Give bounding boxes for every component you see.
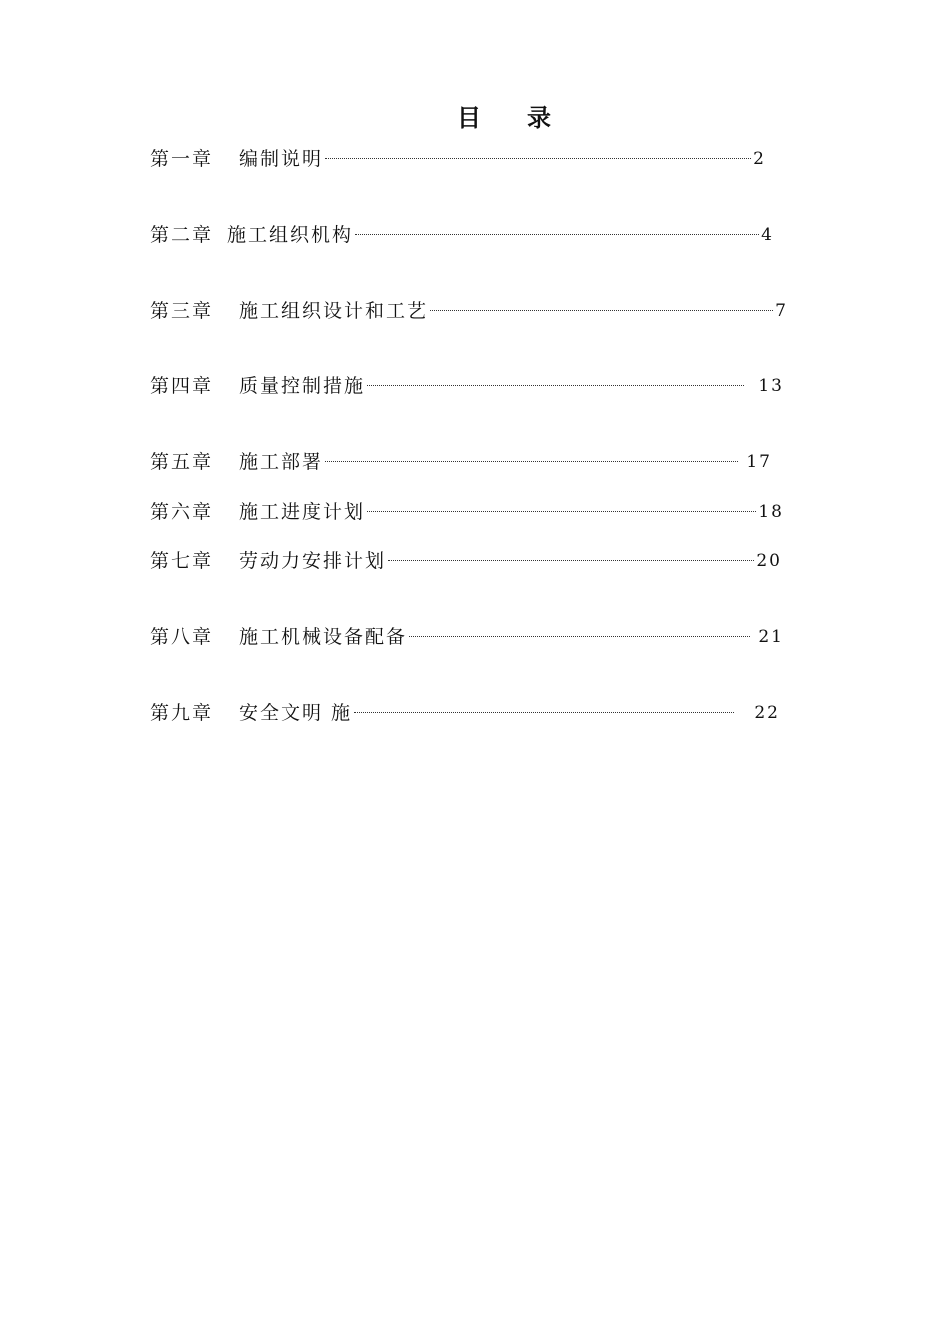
toc-entry-chapter-6[interactable] — [150, 499, 784, 525]
toc-page-number: 13 — [758, 376, 784, 396]
toc-entry-chapter-3[interactable] — [150, 298, 788, 324]
toc-chapter-number: 第三章 — [150, 300, 214, 322]
toc-entry-chapter-5[interactable] — [150, 449, 772, 475]
toc-chapter-number: 第七章 — [150, 550, 214, 572]
toc-chapter-number: 第六章 — [150, 501, 214, 523]
toc-page-number: 4 — [761, 225, 774, 245]
toc-entry-chapter-4[interactable] — [150, 373, 784, 399]
toc-chapter-name: 编制说明 — [239, 148, 324, 170]
toc-title-part1: 目 — [457, 104, 483, 132]
toc-chapter-name: 施工组织机构 — [227, 224, 354, 246]
toc-dot-leader — [355, 234, 759, 235]
toc-dot-leader — [354, 712, 734, 713]
toc-entry-chapter-7[interactable] — [150, 548, 782, 574]
toc-chapter-name: 质量控制措施 — [239, 375, 366, 397]
toc-page-number: 20 — [756, 551, 782, 571]
toc-chapter-number: 第八章 — [150, 626, 214, 648]
toc-chapter-name: 施工部署 — [239, 451, 324, 473]
toc-chapter-name: 施工进度计划 — [239, 501, 366, 523]
toc-chapter-name: 施工组织设计和工艺 — [239, 300, 429, 322]
toc-page-number: 21 — [758, 627, 784, 647]
toc-page-number: 2 — [753, 149, 766, 169]
toc-chapter-number: 第一章 — [150, 148, 214, 170]
toc-chapter-number: 第五章 — [150, 451, 214, 473]
toc-page-number: 18 — [758, 502, 784, 522]
toc-title — [0, 98, 950, 133]
toc-chapter-name: 安全文明 施 — [239, 702, 353, 724]
toc-entry-chapter-2[interactable] — [150, 222, 774, 248]
toc-entry-chapter-8[interactable] — [150, 624, 784, 650]
toc-entry-chapter-9[interactable] — [150, 700, 780, 726]
toc-dot-leader — [325, 158, 751, 159]
toc-dot-leader — [325, 461, 738, 462]
toc-dot-leader — [367, 385, 744, 386]
toc-chapter-name: 劳动力安排计划 — [239, 550, 387, 572]
toc-dot-leader — [430, 310, 773, 311]
toc-title-part2: 录 — [527, 104, 553, 132]
toc-chapter-number: 第四章 — [150, 375, 214, 397]
toc-chapter-number: 第九章 — [150, 702, 214, 724]
toc-page-number: 7 — [775, 301, 788, 321]
toc-dot-leader — [367, 511, 756, 512]
toc-chapter-number: 第二章 — [150, 224, 214, 246]
toc-page-number: 17 — [746, 452, 772, 472]
toc-dot-leader — [388, 560, 754, 561]
toc-dot-leader — [409, 636, 750, 637]
toc-chapter-name: 施工机械设备配备 — [239, 626, 408, 648]
toc-page-number: 22 — [754, 703, 780, 723]
toc-entry-chapter-1[interactable] — [150, 146, 766, 172]
